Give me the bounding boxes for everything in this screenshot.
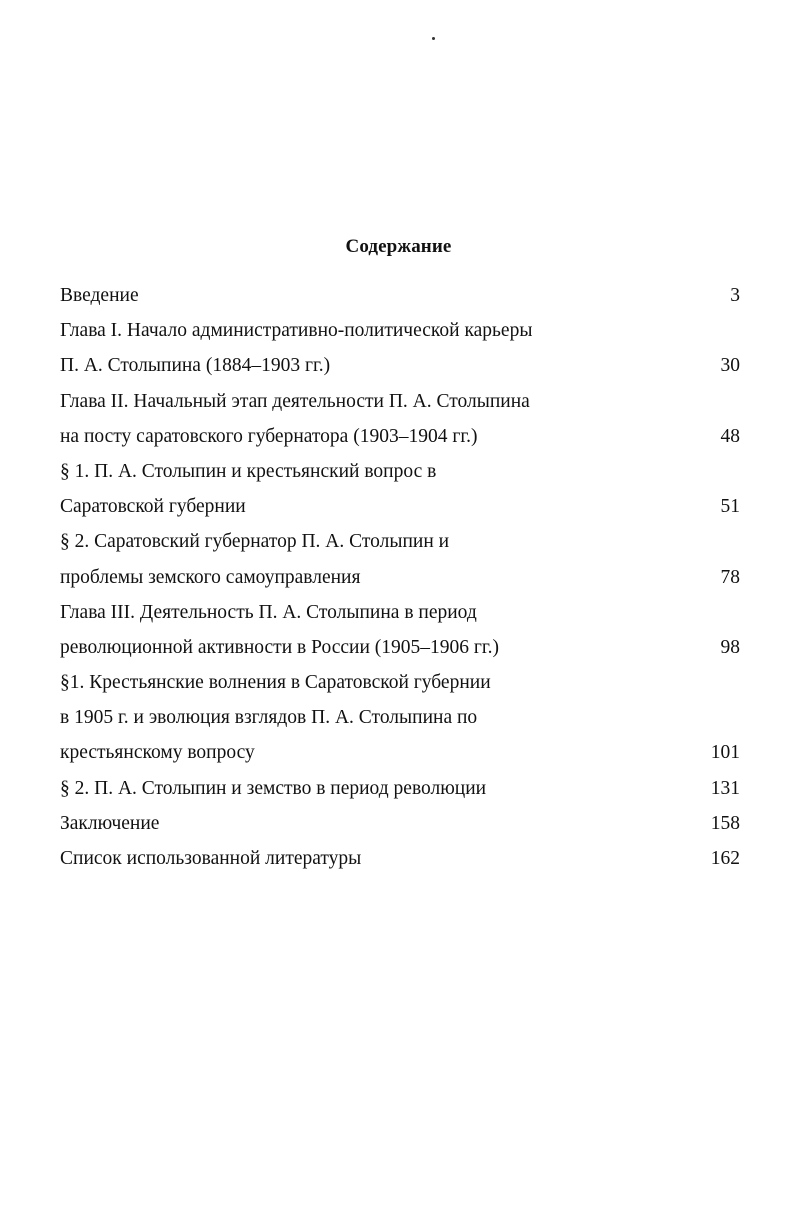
toc-page-number: 3 <box>730 285 740 306</box>
toc-line <box>60 665 740 700</box>
toc-line <box>60 348 740 383</box>
toc-entry-text: Список использованной литературы <box>60 848 362 869</box>
toc-entry-text: Введение <box>60 285 139 306</box>
toc-entry-text: Глава II. Начальный этап деятельности П. А. Столыпина <box>60 390 530 412</box>
toc-line <box>60 841 740 876</box>
toc-line <box>60 419 740 454</box>
toc-line <box>60 384 740 419</box>
toc-entry-text: в 1905 г. и эволюция взглядов П. А. Столыпина по <box>60 707 478 729</box>
toc-page-number: 78 <box>720 566 740 588</box>
toc-entry-text: Глава I. Начало административно-политической карьеры <box>60 320 533 342</box>
toc-entry-text: § 1. П. А. Столыпин и крестьянский вопрос в <box>60 460 437 482</box>
toc-entry-text: крестьянскому вопросу <box>60 742 255 764</box>
toc-page-number: 51 <box>720 496 740 518</box>
toc-line <box>60 630 740 665</box>
toc-line <box>60 735 740 770</box>
table-of-contents <box>60 278 740 876</box>
scan-speck <box>432 37 435 40</box>
toc-entry-text: Саратовской губернии <box>60 496 246 518</box>
toc-page-number: 98 <box>720 636 740 658</box>
toc-line <box>60 771 740 806</box>
toc-line <box>60 700 740 735</box>
toc-line <box>60 595 740 630</box>
toc-entry-text: проблемы земского самоуправления <box>60 566 361 588</box>
toc-page-number: 101 <box>710 742 740 764</box>
toc-entry-text: § 2. Саратовский губернатор П. А. Столыпин и <box>60 531 450 553</box>
toc-entry-text: революционной активности в России (1905–1906 гг.) <box>60 636 500 658</box>
toc-line <box>60 560 740 595</box>
page-title: Содержание <box>345 236 452 257</box>
toc-page-number: 30 <box>720 355 740 377</box>
toc-line <box>60 489 740 524</box>
toc-entry-text: на посту саратовского губернатора (1903–1904 гг.) <box>60 425 478 447</box>
toc-entry-text: Заключение <box>60 812 160 834</box>
toc-line <box>60 313 740 348</box>
toc-entry-text: § 2. П. А. Столыпин и земство в период революции <box>60 777 487 799</box>
toc-line <box>60 278 740 313</box>
toc-entry-text: §1. Крестьянские волнения в Саратовской губернии <box>60 672 491 694</box>
toc-page-number: 158 <box>710 812 740 834</box>
toc-entry-text: Глава III. Деятельность П. А. Столыпина в период <box>60 601 477 623</box>
toc-line <box>60 454 740 489</box>
toc-page-number: 48 <box>720 425 740 447</box>
toc-page-number: 162 <box>710 848 740 869</box>
toc-page-number: 131 <box>710 777 740 799</box>
toc-entry-text: П. А. Столыпина (1884–1903 гг.) <box>60 355 331 377</box>
toc-line <box>60 806 740 841</box>
toc-line <box>60 524 740 559</box>
